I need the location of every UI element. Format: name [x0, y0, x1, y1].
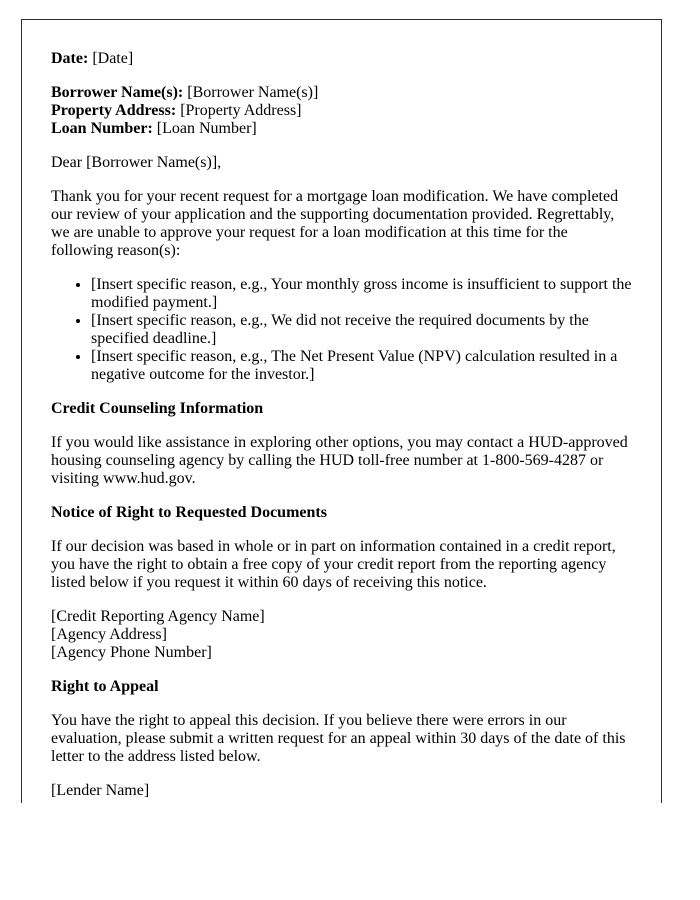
credit-agency-block	[51, 608, 633, 662]
salutation-line: Dear [Borrower Name(s)],	[51, 154, 222, 171]
credit-counseling-heading: Credit Counseling Information	[51, 400, 264, 417]
property-address-label: Property Address:	[51, 102, 177, 119]
denial-reason-item: • [Insert specific reason, e.g., The Net Present Value (NPV) calculation resulted in a negative outcome for the investor.]	[91, 348, 633, 384]
appeal-paragraph: You have the right to appeal this decision. If you believe there were errors in our evaluation, please submit a written request for an appeal within 30 days of the date of this letter to the address listed below.	[51, 712, 626, 765]
letter-container	[21, 19, 662, 803]
recipient-block	[51, 84, 633, 138]
borrower-name-value: [Borrower Name(s)]	[187, 84, 319, 101]
property-address-value: [Property Address]	[180, 102, 302, 119]
denial-reason-item: • [Insert specific reason, e.g., We did not receive the required documents by the specified deadline.]	[91, 312, 633, 348]
requested-documents-heading: Notice of Right to Requested Documents	[51, 504, 327, 521]
lender-name-line: [Lender Name]	[51, 782, 150, 799]
denial-reasons-list	[51, 276, 633, 384]
appeal-heading: Right to Appeal	[51, 678, 159, 695]
loan-number-value: [Loan Number]	[156, 120, 257, 137]
date-value: [Date]	[92, 50, 134, 67]
credit-agency-phone: [Agency Phone Number]	[51, 644, 212, 661]
requested-documents-paragraph: If our decision was based in whole or in part on information contained in a credit report, you have the right to obtain a free copy of your credit report from the reporting agency listed below if you request it within 60 days of receiving this notice.	[51, 538, 616, 591]
credit-counseling-paragraph: If you would like assistance in exploring other options, you may contact a HUD-approved housing counseling agency by calling the HUD toll-free number at 1-800-569-4287 or visiting www.hud.gov.	[51, 434, 628, 487]
borrower-name-label: Borrower Name(s):	[51, 84, 184, 101]
date-line	[51, 50, 633, 68]
date-label: Date:	[51, 50, 89, 67]
denial-reason-item: • [Insert specific reason, e.g., Your monthly gross income is insufficient to support the modified payment.]	[91, 276, 633, 312]
credit-agency-address: [Agency Address]	[51, 626, 167, 643]
loan-number-label: Loan Number:	[51, 120, 153, 137]
intro-paragraph: Thank you for your recent request for a mortgage loan modification. We have completed our review of your application and the supporting documentation provided. Regrettably, we are unable to approve your request for a loan modification at this time for the following reason(s):	[51, 188, 619, 259]
credit-agency-name: [Credit Reporting Agency Name]	[51, 608, 265, 625]
